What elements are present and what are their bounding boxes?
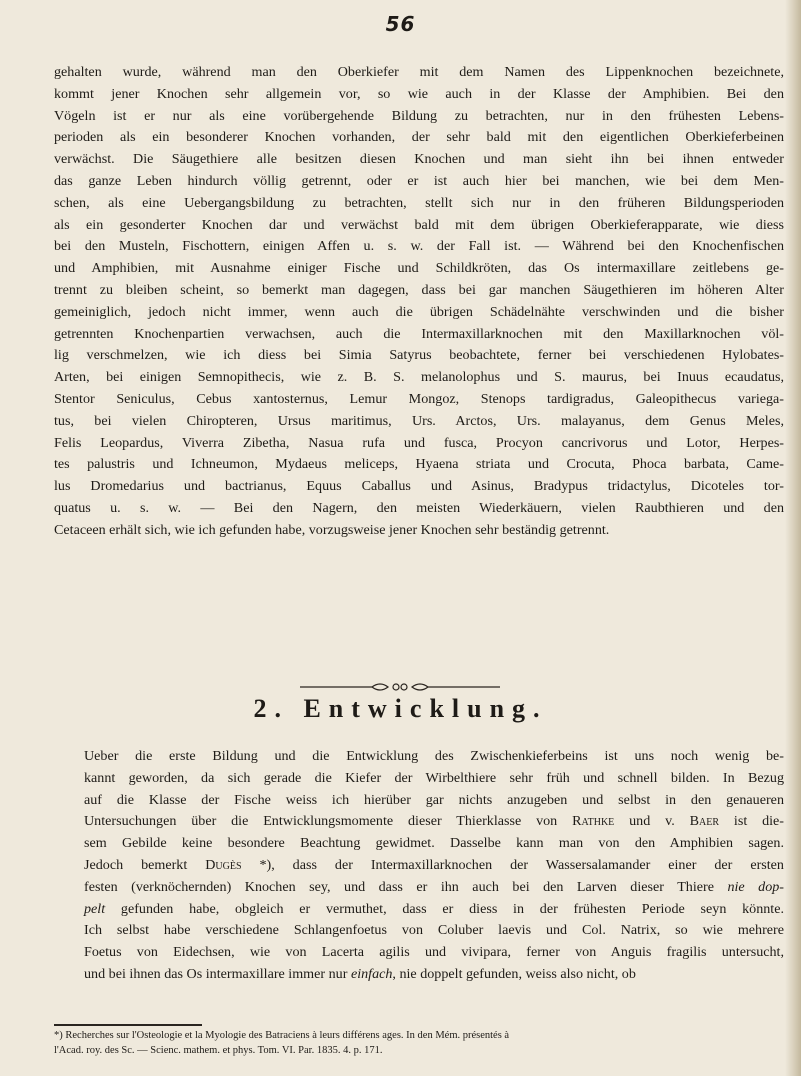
section-heading: 2. Entwicklung. (253, 694, 548, 723)
page-edge-shadow (785, 0, 801, 1076)
footnote (54, 1028, 784, 1058)
page-number: 56 (385, 12, 416, 36)
text-line: Vögeln ist er nur als eine vorübergehende Bildung zu betrachten, nur in den frühesten Lebens- (54, 107, 784, 124)
text-line: Foetus von Eidechsen, wie von Lacerta agilis und vivipara, ferner von Anguis fragilis untersucht, (84, 944, 784, 961)
paragraph-development (54, 746, 784, 986)
text-line: tes palustris und Ichneumon, Mydaeus meliceps, Hyaena striata und Crocuta, Phoca barbata, Came- (54, 456, 784, 473)
ornament-divider (300, 681, 500, 693)
text-run: und bei ihnen das Os intermaxillare immer nur (84, 965, 351, 982)
text-line (54, 811, 784, 833)
text-line: kannt geworden, da sich gerade die Kiefer der Wirbelthiere sehr früh und schnell bilden. In Bezug (84, 769, 784, 786)
text-line: verwächst. Die Säugethiere alle besitzen diesen Knochen und man sieht ihn bei ihnen entweder (54, 151, 784, 168)
text-run: *), dass der Intermaxillarknochen der Wassersalamander einer der ersten (241, 856, 784, 873)
text-line: lig verschmelzen, wie ich diess bei Simia Satyrus beobachtete, ferner bei verschiedenen Hylobates- (54, 347, 784, 364)
text-run: , nie doppelt gefunden, weiss also nicht, ob (392, 965, 636, 982)
text-line: und Amphibien, mit Ausnahme einiger Fische und Schildkröten, das Os intermaxillare zeitlebens ge- (54, 260, 784, 277)
emphasis-text: pelt (84, 900, 106, 917)
text-line: getrennten Knochenpartien verwachsen, auch die Intermaxillarknochen mit den Maxillarknochen völ- (54, 325, 784, 342)
text-run: gefunden habe, obgleich er vermuthet, dass er diess in der frühesten Periode seyn könnte. (105, 900, 784, 917)
text-line (54, 855, 784, 877)
text-line: trennt zu bleiben scheint, so bemerkt man dagegen, dass bei gar manchen Säugethieren im höheren Alter (54, 281, 784, 298)
text-line: sem Gebilde keine besondere Beachtung gewidmet. Dasselbe kann man von den Amphibien sagen. (84, 835, 784, 852)
text-line: kommt jener Knochen sehr allgemein vor, so wie auch in der Klasse der Amphibien. Bei den (54, 85, 784, 102)
text-line: *) Recherches sur l'Osteologie et la Myologie des Batraciens à leurs différens ages. In den Mém. présentés à (54, 1030, 510, 1041)
text-line: gemeiniglich, jedoch nicht immer, wenn auch die übrigen Schädelnähte verschwinden und die bisher (54, 303, 784, 320)
text-run: Untersuchungen über die Entwicklungsmomente dieser Thierklasse von (84, 813, 573, 830)
text-line: perioden als ein besonderer Knochen vorhanden, der sehr bald mit den eigentlichen Oberkieferbeinen (54, 129, 784, 146)
text-line: Arten, bei einigen Semnopithecis, wie z. B. S. melanolophus und S. maurus, bei Inuus ecaudatus, (54, 369, 784, 386)
text-line (54, 964, 784, 986)
text-line: Ich selbst habe verschiedene Schlangenfoetus von Coluber laevis und Col. Natrix, so wie mehrere (84, 922, 784, 939)
author-name-duges: Dugès (205, 856, 242, 873)
footnote-rule (54, 1024, 202, 1026)
text-run: festen (verknöchernden) Knochen sey, und dass er ihn auch bei den Larven dieser Thiere (84, 878, 714, 895)
text-line: auf die Klasse der Fische weiss ich hierüber gar nichts anzugeben und selbst in den genaueren (84, 791, 784, 808)
text-line: l'Acad. roy. des Sc. — Scienc. mathem. et phys. Tom. VI. Par. 1835. 4. p. 171. (54, 1045, 383, 1056)
text-line: bei den Musteln, Fischottern, einigen Affen u. s. w. der Fall ist. — Während bei den Knochenfischen (54, 238, 784, 255)
text-line: schen, als eine Uebergangsbildung zu betrachten, stellt sich nur in den früheren Bildungsperioden (54, 194, 784, 211)
text-line: gehalten wurde, während man den Oberkiefer mit dem Namen des Lippenknochen bezeichnete, (54, 64, 784, 80)
text-line: das ganze Leben hindurch völlig getrennt, oder er ist auch hier bei manchen, wie bei dem Men- (54, 172, 784, 189)
text-line: als ein gesonderter Knochen dar und verwächst bald mit dem übrigen Oberkieferapparate, wie diess (54, 216, 784, 233)
text-line: Felis Leopardus, Viverra Zibetha, Nasua rufa und fusca, Procyon cancrivorus und Lotor, Herpes- (54, 434, 784, 451)
author-name-rathke: Rathke (572, 813, 615, 830)
text-line: Ueber die erste Bildung und die Entwicklung des Zwischenkieferbeins ist uns noch wenig be- (84, 748, 784, 764)
text-run: und v. (614, 813, 690, 830)
text-line: Cetaceen erhält sich, wie ich gefunden habe, vorzugsweise jener Knochen sehr beständig getrennt. (54, 521, 610, 538)
text-line (54, 899, 784, 921)
emphasis-text: nie dop- (727, 878, 784, 895)
author-name-baer: Baer (689, 813, 720, 830)
text-run: Jedoch bemerkt (84, 856, 206, 873)
emphasis-text: einfach (350, 965, 393, 982)
text-run: ist die- (719, 813, 785, 830)
text-line: lus Dromedarius und bactrianus, Equus Caballus und Asinus, Bradypus tridactylus, Dicoteles tor- (54, 478, 784, 495)
text-line: Stentor Seniculus, Cebus xantosternus, Lemur Mongoz, Stenops tardigradus, Galeopithecus variega- (54, 390, 784, 407)
text-line: tus, bei vielen Chiropteren, Ursus maritimus, Urs. Arctos, Urs. malayanus, dem Genus Meles, (54, 412, 784, 429)
text-line: quatus u. s. w. — Bei den Nagern, den meisten Wiederkäuern, vielen Raubthieren und den (54, 499, 784, 516)
text-line (54, 877, 784, 899)
paragraph-intermaxillary (54, 62, 784, 542)
